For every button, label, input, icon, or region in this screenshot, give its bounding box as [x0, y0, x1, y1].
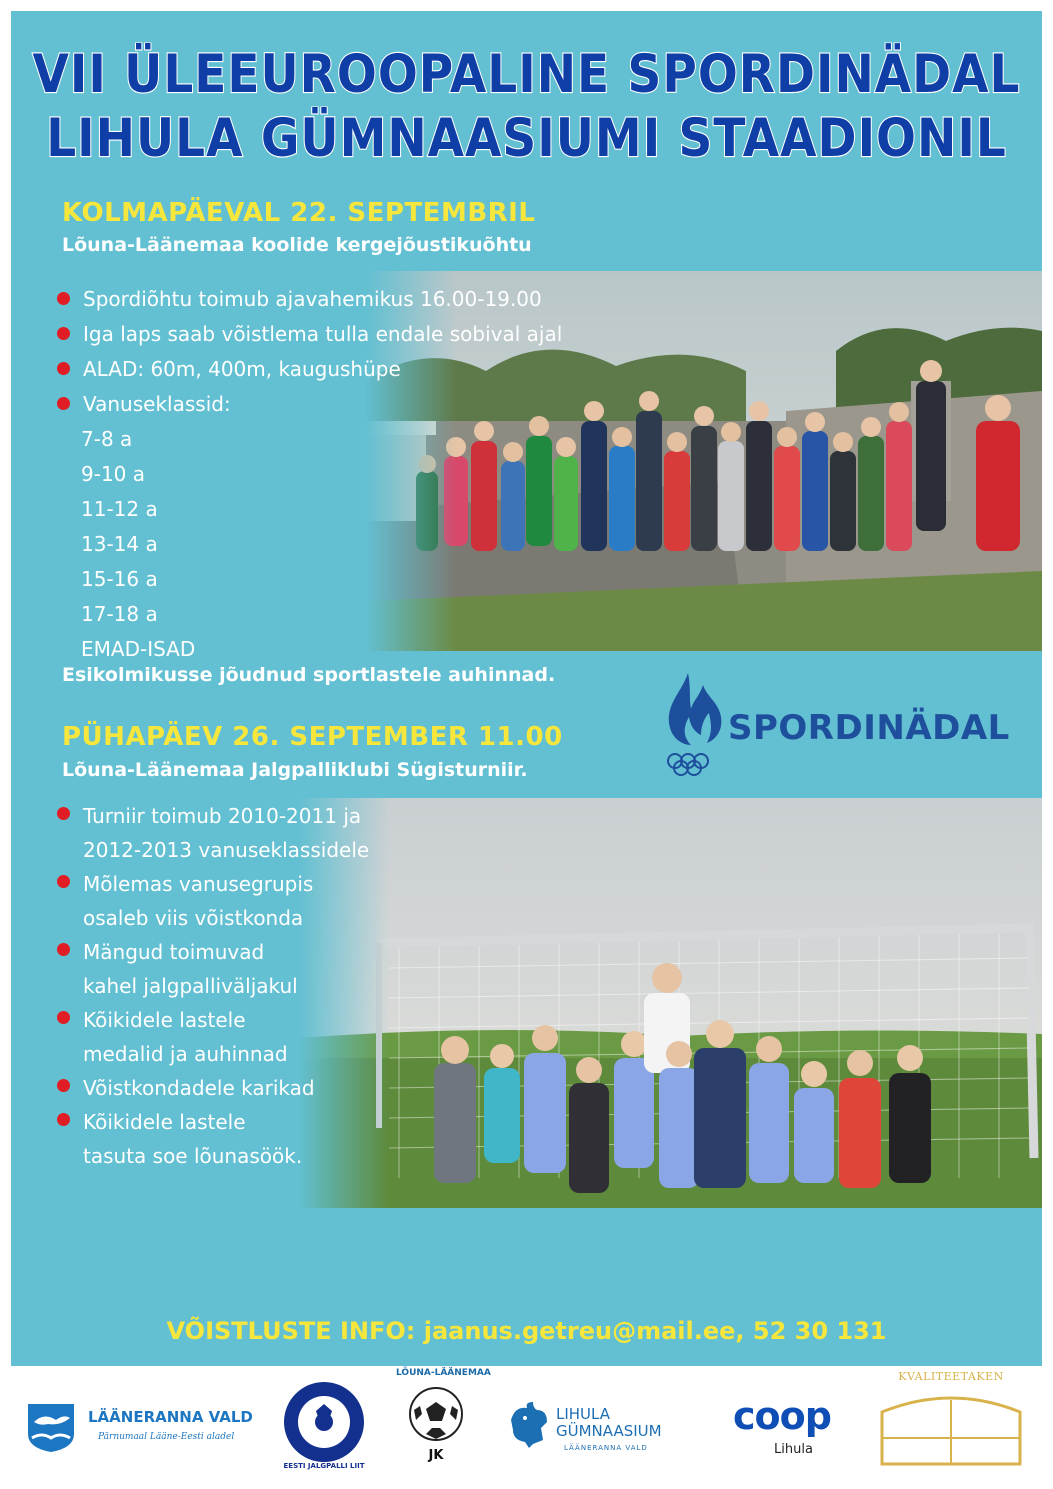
title-line-2: LIHULA GÜMNAASIUMI STAADIONIL: [46, 107, 1007, 170]
lihula-gymnasium-logo: [507, 1400, 551, 1454]
age-class-item: 11-12 a: [81, 497, 158, 521]
contact-info: VÕISTLUSTE INFO: jaanus.getreu@mail.ee, 52 30 131: [166, 1317, 887, 1345]
lihula-gymnasium-subtext: LÄÄNERANNA VALD: [564, 1444, 648, 1452]
soccer-ball-icon: [408, 1384, 464, 1446]
jk-logo-top-text: LÕUNA-LÄÄNEMAA: [396, 1368, 491, 1378]
age-class-item: 17-18 a: [81, 602, 158, 626]
title-line-1: VII ÜLEEUROOPALINE SPORDINÄDAL: [32, 43, 1021, 106]
age-class-item: EMAD-ISAD: [81, 637, 196, 661]
age-class-list: [81, 424, 195, 669]
eesti-jalgpalli-liit-logo: [282, 1380, 366, 1468]
bullet-icon: [57, 397, 70, 410]
list-item: Iga laps saab võistlema tulla endale sobival ajal: [57, 319, 562, 354]
bullet-icon: [57, 327, 70, 340]
coop-logo: coop: [733, 1394, 831, 1438]
bullet-icon: [57, 1011, 70, 1024]
bullet-icon: [57, 807, 70, 820]
list-item: ALAD: 60m, 400m, kaugushüpe: [57, 354, 562, 389]
laaneranna-logo: [26, 1402, 76, 1456]
jk-logo: [408, 1384, 464, 1450]
window-frame-icon: [876, 1380, 1026, 1470]
list-item: Kõikidele lastele medalid ja auhinnad: [57, 1003, 369, 1071]
rooster-icon: [507, 1400, 551, 1450]
event1-date: KOLMAPÄEVAL 22. SEPTEMBRIL: [62, 198, 536, 228]
bullet-icon: [57, 362, 70, 375]
age-class-item: 9-10 a: [81, 462, 146, 486]
list-item: Võistkondadele karikad: [57, 1071, 369, 1105]
event2-subtitle: Lõuna-Läänemaa Jalgpalliklubi Sügisturniir.: [62, 759, 528, 781]
event1-subtitle: Lõuna-Läänemaa koolide kergejõustikuõhtu: [62, 234, 532, 256]
bullet-icon: [57, 1079, 70, 1092]
age-class-item: 13-14 a: [81, 532, 158, 556]
lihula-gymnasium-name: LIHULA GÜMNAASIUM: [556, 1405, 662, 1440]
list-item: Vanuseklassid:: [57, 389, 562, 424]
laaneranna-tagline: Pärnumaal Lääne-Eesti aladel: [98, 1432, 235, 1442]
age-class-item: 15-16 a: [81, 567, 158, 591]
event2-bullet-list: [57, 799, 369, 1173]
list-item: Turniir toimub 2010-2011 ja 2012-2013 vanuseklassidele: [57, 799, 369, 867]
list-item: Kõikidele lastele tasuta soe lõunasöök.: [57, 1105, 369, 1173]
kvaliteetaken-logo: [876, 1380, 1026, 1474]
bullet-icon: [57, 943, 70, 956]
laaneranna-crest-icon: [26, 1402, 76, 1452]
laaneranna-name: LÄÄNERANNA VALD: [88, 1408, 253, 1426]
event1-bullet-list: [57, 284, 562, 424]
list-item: Spordiõhtu toimub ajavahemikus 16.00-19.00: [57, 284, 562, 319]
age-class-item: 7-8 a: [81, 427, 133, 451]
jk-logo-text: JK: [428, 1448, 444, 1463]
football-association-badge-icon: [282, 1380, 366, 1464]
football-team-photo: [299, 798, 1042, 1208]
bullet-icon: [57, 1113, 70, 1126]
event2-date: PÜHAPÄEV 26. SEPTEMBER 11.00: [62, 722, 563, 752]
poster: [11, 11, 1042, 1366]
bullet-icon: [57, 875, 70, 888]
coop-place: Lihula: [774, 1442, 813, 1457]
bullet-icon: [57, 292, 70, 305]
kvaliteetaken-name: KVALITEETAKEN: [898, 1370, 1004, 1383]
list-item: Mõlemas vanusegrupis osaleb viis võistkonda: [57, 867, 369, 935]
eesti-jalgpalli-liit-text: EESTI JALGPALLI LIIT: [283, 1462, 365, 1470]
prizes-note: Esikolmikusse jõudnud sportlastele auhinnad.: [62, 664, 556, 686]
sponsor-logos: [0, 1366, 1053, 1489]
spordinadal-logo-text: SPORDINÄDAL: [728, 708, 1010, 748]
list-item: Mängud toimuvad kahel jalgpalliväljakul: [57, 935, 369, 1003]
